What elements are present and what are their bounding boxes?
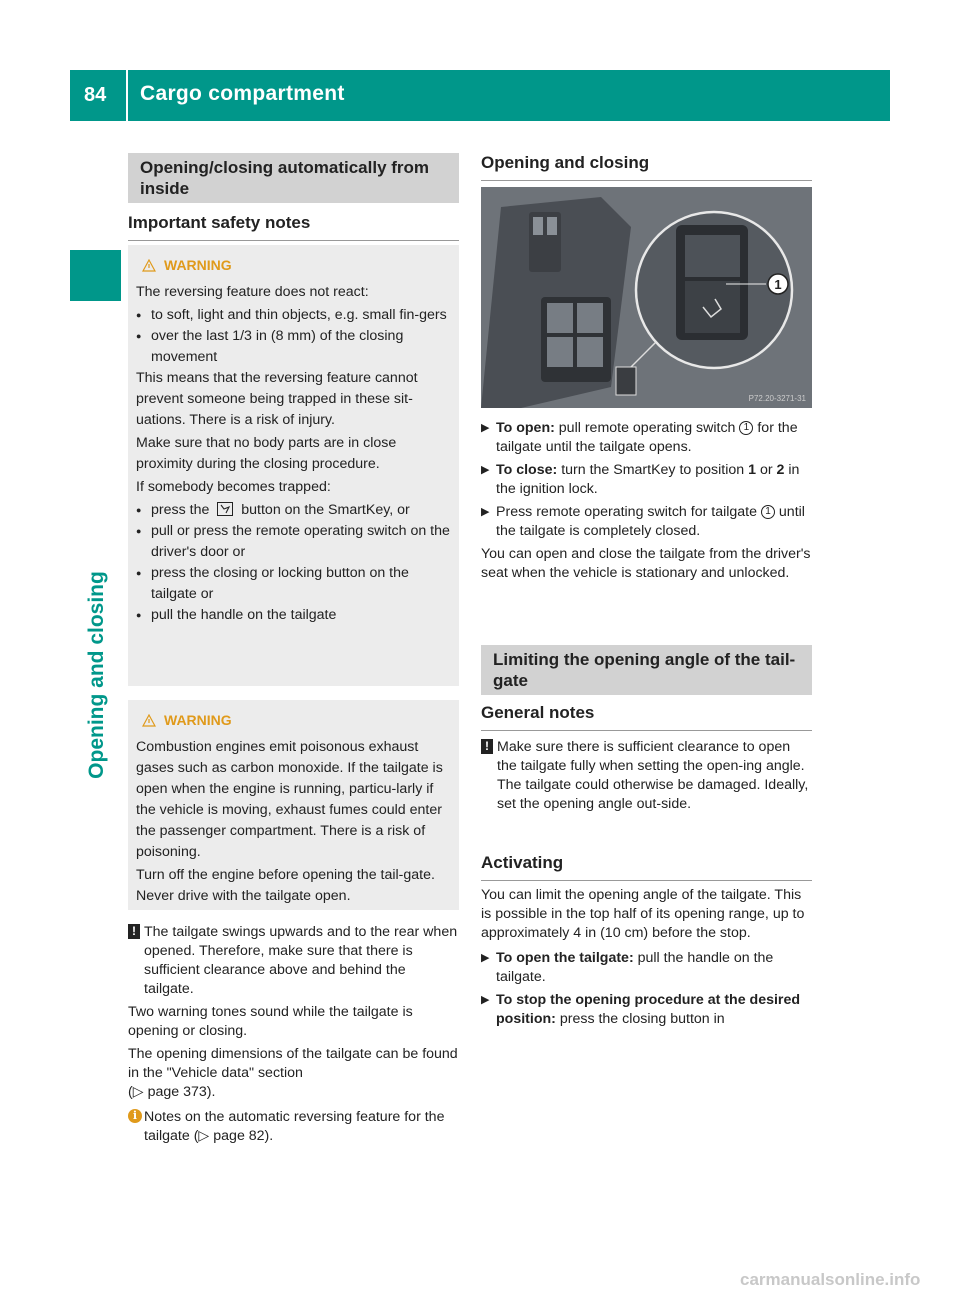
exclamation-icon: ! bbox=[481, 739, 493, 754]
warning1-bullet: ● over the last 1/3 in (8 mm) of the closing movement bbox=[136, 326, 451, 368]
warning1-bullet2: ● press the button on the SmartKey, or bbox=[136, 500, 451, 521]
step-press-switch: ▶ Press remote operating switch for tailgate 1 until the tailgate is completely closed. bbox=[481, 503, 812, 541]
opening-steps bbox=[481, 419, 812, 585]
warning1-bullet2: ● pull or press the remote operating switch on the driver's door or bbox=[136, 521, 451, 563]
warning2-para2: Turn off the engine before opening the tail-gate. Never drive with the tailgate open. bbox=[136, 867, 435, 904]
warning2-para1: Combustion engines emit poisonous exhaust gases such as carbon monoxide. If the tailgate is open when the engine is running, particu-larly if the vehicle is moving, exhaust fumes could enter the passenger compartment. There is a risk of poisoning. bbox=[136, 739, 443, 860]
limit-title: Limiting the opening angle of the tail-gate bbox=[481, 645, 812, 695]
tailgate-icon bbox=[217, 502, 233, 516]
warning-title-1: WARNING bbox=[136, 255, 451, 276]
safety-heading: Important safety notes bbox=[128, 213, 459, 241]
warning1-bullet2: ● press the closing or locking button on the tailgate or bbox=[136, 563, 451, 605]
info-note: i Notes on the automatic reversing feature for the tailgate (▷ page 82). bbox=[128, 1108, 459, 1146]
activating-block bbox=[481, 886, 812, 1033]
warning1-para2: Make sure that no body parts are in close proximity during the closing procedure. bbox=[136, 435, 397, 472]
image-code: P72.20-3271-31 bbox=[748, 394, 806, 403]
activating-para: You can limit the opening angle of the tailgate. This is possible in the top half of its opening range, up to approximately 4 in (10 cm) before the stop. bbox=[481, 887, 805, 941]
page-link-82[interactable]: ▷ page 82). bbox=[198, 1128, 274, 1144]
dimensions-para: The opening dimensions of the tailgate can be found in the "Vehicle data" section (▷ page 373). bbox=[128, 1046, 458, 1100]
header-bar bbox=[70, 70, 890, 121]
side-label bbox=[82, 545, 112, 805]
callout-ref: 1 bbox=[739, 421, 753, 435]
header-divider bbox=[126, 70, 128, 121]
activating-heading: Activating bbox=[481, 853, 812, 881]
info-icon: i bbox=[128, 1109, 142, 1123]
warning1-bullet2: ● pull the handle on the tailgate bbox=[136, 605, 451, 626]
photo-illustration bbox=[481, 187, 812, 408]
warning1-para1: This means that the reversing feature cannot prevent someone being trapped in these sit-uations. There is a risk of injury. bbox=[136, 370, 418, 428]
exclamation-icon: ! bbox=[128, 924, 140, 939]
side-tab-marker bbox=[70, 250, 121, 301]
callout-1: 1 bbox=[774, 277, 782, 292]
warning-triangle-icon bbox=[142, 714, 156, 727]
general-note-block bbox=[481, 738, 812, 814]
general-caution-note: ! Make sure there is sufficient clearance to open the tailgate fully when setting the open-ing angle. The tailgate could otherwise be damaged. Ideally, set the opening angle out-side. bbox=[481, 738, 812, 814]
side-label-text: Opening and closing bbox=[85, 571, 108, 779]
callout-ref: 1 bbox=[761, 505, 775, 519]
act-step-stop: ▶ To stop the opening procedure at the desired position: press the closing button in bbox=[481, 991, 812, 1029]
left-text-block bbox=[128, 923, 459, 1146]
footer-watermark: carmanualsonline.info bbox=[740, 1270, 921, 1289]
warning-triangle-icon bbox=[142, 259, 156, 272]
opening-closing-heading: Opening and closing bbox=[481, 153, 812, 181]
open-close-para: You can open and close the tailgate from the driver's seat when the vehicle is stationary and unlocked. bbox=[481, 546, 811, 581]
warning-box-2 bbox=[128, 700, 459, 910]
warning1-bullet: ● to soft, light and thin objects, e.g. small fin-gers bbox=[136, 305, 451, 326]
warning-box-1 bbox=[128, 245, 459, 686]
page-number: 84 bbox=[84, 84, 107, 106]
warning1-para3: If somebody becomes trapped: bbox=[136, 479, 331, 495]
warning1-intro: The reversing feature does not react: bbox=[136, 284, 369, 300]
tones-para: Two warning tones sound while the tailgate is opening or closing. bbox=[128, 1004, 413, 1039]
header-title: Cargo compartment bbox=[140, 82, 345, 105]
general-notes-heading: General notes bbox=[481, 703, 812, 731]
step-open: ▶ To open: pull remote operating switch 1 for the tailgate until the tailgate opens. bbox=[481, 419, 812, 457]
act-step-open: ▶ To open the tailgate: pull the handle on the tailgate. bbox=[481, 949, 812, 987]
section-title: Opening/closing automatically from inside bbox=[128, 153, 459, 203]
warning-title-2: WARNING bbox=[136, 710, 451, 731]
caution-note: ! The tailgate swings upwards and to the rear when opened. Therefore, make sure that there is sufficient clearance above and behind the tailgate. bbox=[128, 923, 459, 999]
step-close: ▶ To close: turn the SmartKey to position 1 or 2 in the ignition lock. bbox=[481, 461, 812, 499]
tailgate-switch-photo bbox=[481, 187, 812, 408]
page-link-373[interactable]: (▷ page 373). bbox=[128, 1084, 216, 1100]
